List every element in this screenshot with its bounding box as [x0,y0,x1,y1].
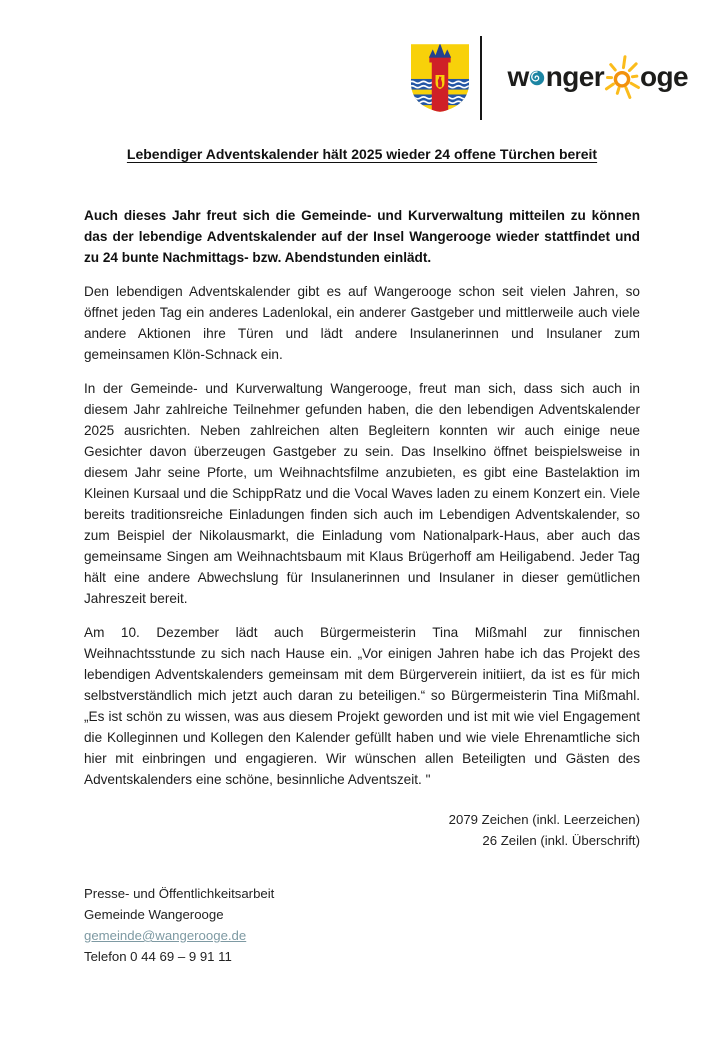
logo-letter-w: w [508,61,529,92]
contact-phone: Telefon 0 44 69 – 9 91 11 [84,946,640,967]
contact-organization: Gemeinde Wangerooge [84,904,640,925]
wangerooge-logo [508,55,688,101]
header-divider-line [480,36,482,120]
document-stats [84,809,640,851]
paragraph-history: Den lebendigen Adventskalender gibt es auf Wangerooge schon seit vielen Jahren, so öffnet jeden Tag ein anderes Ladenlokal, ein anderer Gastgeber und mittlerweile auch viele andere Aktionen ihre Türen und lädt andere Insulanerinnen und Insulaner zum gemeinsamen Klön-Schnack ein. [84,281,640,365]
line-count: 26 Zeilen (inkl. Überschrift) [84,830,640,851]
press-release-body [84,205,640,790]
masthead [84,35,688,121]
wangerooge-coat-of-arms-icon [409,42,471,114]
page-title: Lebendiger Adventskalender hält 2025 wieder 24 offene Türchen bereit [84,146,640,162]
contact-block [84,883,640,967]
lead-paragraph: Auch dieses Jahr freut sich die Gemeinde- und Kurverwaltung mitteilen zu können das der lebendige Adventskalender auf der Insel Wangerooge wieder stattfindet und zu 24 bunte Nachmittags- bzw. Abendstunden einlädt. [84,205,640,268]
wave-swirl-icon [529,61,545,77]
logo-letters-oge: oge [640,61,688,92]
sunburst-icon [599,55,645,101]
character-count: 2079 Zeichen (inkl. Leerzeichen) [84,809,640,830]
contact-department: Presse- und Öffentlichkeitsarbeit [84,883,640,904]
logo-letters-nger: nger [546,61,604,92]
paragraph-mayor-quote: Am 10. Dezember lädt auch Bürgermeisterin Tina Mißmahl zur finnischen Weihnachtsstunde zu sich nach Hause ein. „Vor einigen Jahren habe ich das Projekt des lebendigen Adventskalenders gemeinsam mit dem Bürgerverein initiiert, da ist es für mich selbstverständlich mich jetzt auch daran zu beteiligen.“ so Bürgermeisterin Tina Mißmahl. „Es ist schön zu wissen, was aus diesem Projekt geworden und ist mit wie viel Engagement die Kolleginnen und Kollegen den Kalender gefüllt haben und wie viele Ehrenamtliche sich hier mit einbringen und engagieren. Wir wünschen allen Beteiligten und Gästen des Adventskalenders eine schöne, besinnliche Adventszeit. " [84,622,640,790]
press-release-page [0,35,724,1059]
paragraph-participants: In der Gemeinde- und Kurverwaltung Wangerooge, freut man sich, dass sich auch in diesem Jahr zahlreiche Teilnehmer gefunden haben, die den lebendigen Adventskalender 2025 ausrichten. Neben zahlreichen alten Begleitern konnten wir auch einige neue Gesichter davon überzeugen Gastgeber zu sein. Das Inselkino öffnet beispielsweise in diesem Jahr seine Pforte, um Weihnachtsfilme anzubieten, es gibt eine Bastelaktion im Kleinen Kursaal und die SchippRatz und die Vocal Waves laden zu einem Konzert ein. Viele bereits traditionsreiche Einladungen finden sich auch im Lebendigen Adventskalender, so zum Beispiel der Nikolausmarkt, die Einladung vom Nationalpark-Haus, aber auch das gemeinsame Singen am Weihnachtsbaum mit Klaus Brügerhoff am Heiligabend. Jeder Tag hält eine andere Abwechslung für Insulanerinnen und Insulaner in dieser gemütlichen Jahreszeit bereit. [84,378,640,609]
contact-email-link[interactable]: gemeinde@wangerooge.de [84,928,246,943]
